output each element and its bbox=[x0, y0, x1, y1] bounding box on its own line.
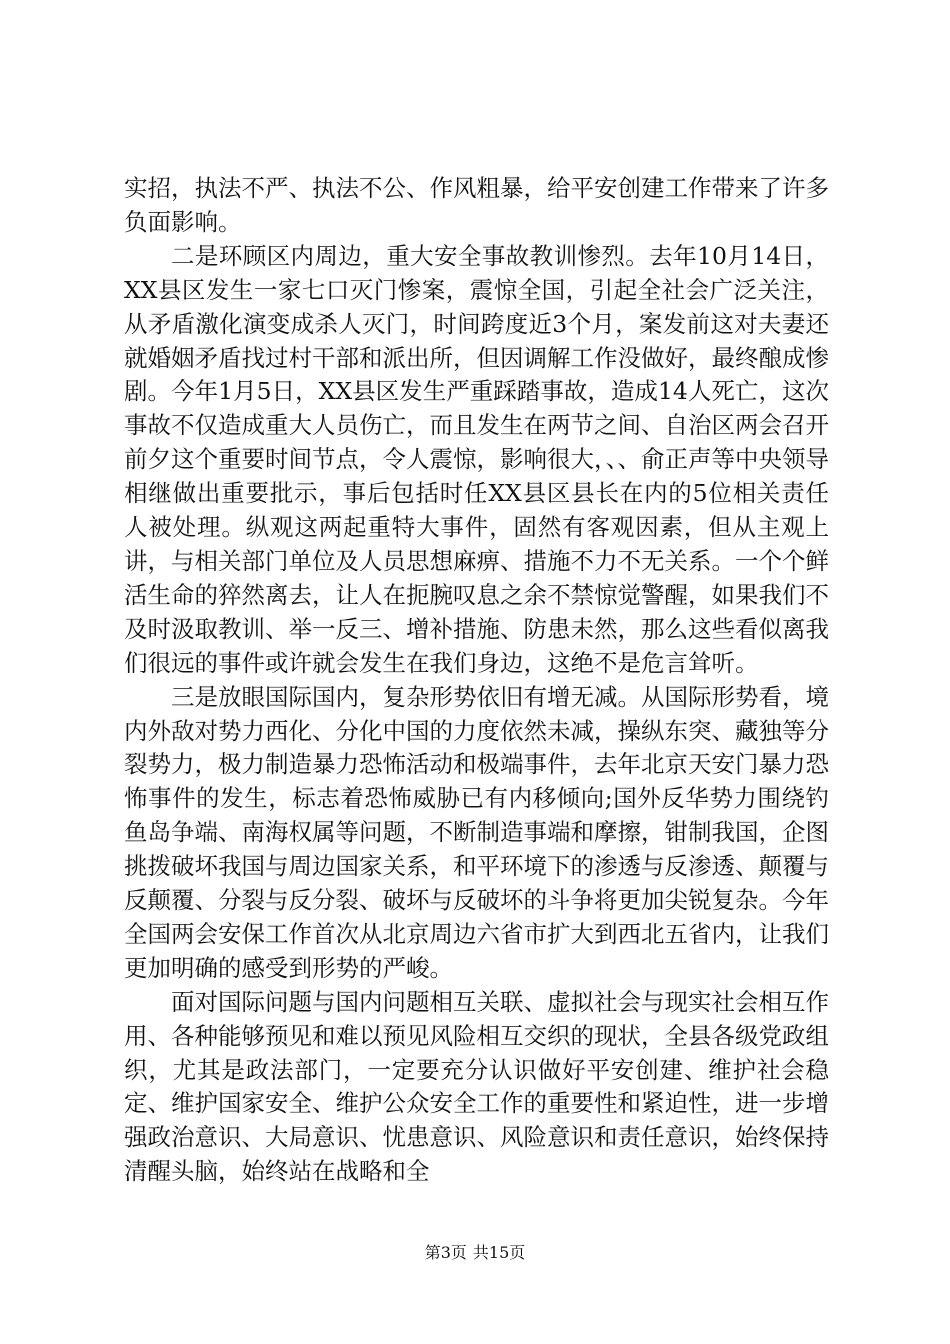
page-footer bbox=[0, 1240, 950, 1263]
page-total: 共15页 bbox=[472, 1243, 526, 1262]
paragraph-3: 三是放眼国际国内，复杂形势依旧有增无减。从国际形势看，境内外敌对势力西化、分化中国的力度依然未减，操纵东突、藏独等分裂势力，极力制造暴力恐怖活动和极端事件，去年北京天安门暴力恐怖事件的发生，标志着恐怖威胁已有内移倾向;国外反华势力围绕钓鱼岛争端、南海权属等问题，不断制造事端和摩擦，钳制我国，企图挑拨破坏我国与周边国家关系，和平环境下的渗透与反渗透、颠覆与反颠覆、分裂与反分裂、破坏与反破坏的斗争将更加尖锐复杂。今年全国两会安保工作首次从北京周边六省市扩大到西北五省内，让我们更加明确的感受到形势的严峻。 bbox=[124, 682, 829, 982]
paragraph-1: 实招，执法不严、执法不公、作风粗暴，给平安创建工作带来了许多负面影响。 bbox=[124, 174, 829, 236]
paragraph-4: 面对国际问题与国内问题相互关联、虚拟社会与现实社会相互作用、各种能够预见和难以预见风险相互交织的现状，全县各级党政组织，尤其是政法部门，一定要充分认识做好平安创建、维护社会稳定、维护国家安全、维护公众安全工作的重要性和紧迫性，进一步增强政治意识、大局意识、忧患意识、风险意识和责任意识，始终保持清醒头脑，始终站在战略和全 bbox=[124, 987, 829, 1186]
document-body bbox=[124, 172, 829, 1189]
page-number: 第3页 bbox=[424, 1243, 467, 1262]
paragraph-2: 二是环顾区内周边，重大安全事故教训惨烈。去年10月14日，XX县区发生一家七口灭门惨案，震惊全国，引起全社会广泛关注，从矛盾激化演变成杀人灭门，时间跨度近3个月，案发前这对夫妻还就婚姻矛盾找过村干部和派出所，但因调解工作没做好，最终酿成惨剧。今年1月5日，XX县区发生严重踩踏事故，造成14人死亡，这次事故不仅造成重大人员伤亡，而且发生在两节之间、自治区两会召开前夕这个重要时间节点，令人震惊，影响很大，、、俞正声等中央领导相继做出重要批示，事后包括时任XX县区县长在内的5位相关责任人被处理。纵观这两起重特大事件，固然有客观因素，但从主观上讲，与相关部门单位及人员思想麻痹、措施不力不无关系。一个个鲜活生命的猝然离去，让人在扼腕叹息之余不禁惊觉警醒，如果我们不及时汲取教训、举一反三、增补措施、防患未然，那么这些看似离我们很远的事件或许就会发生在我们身边，这绝不是危言耸听。 bbox=[124, 241, 829, 677]
